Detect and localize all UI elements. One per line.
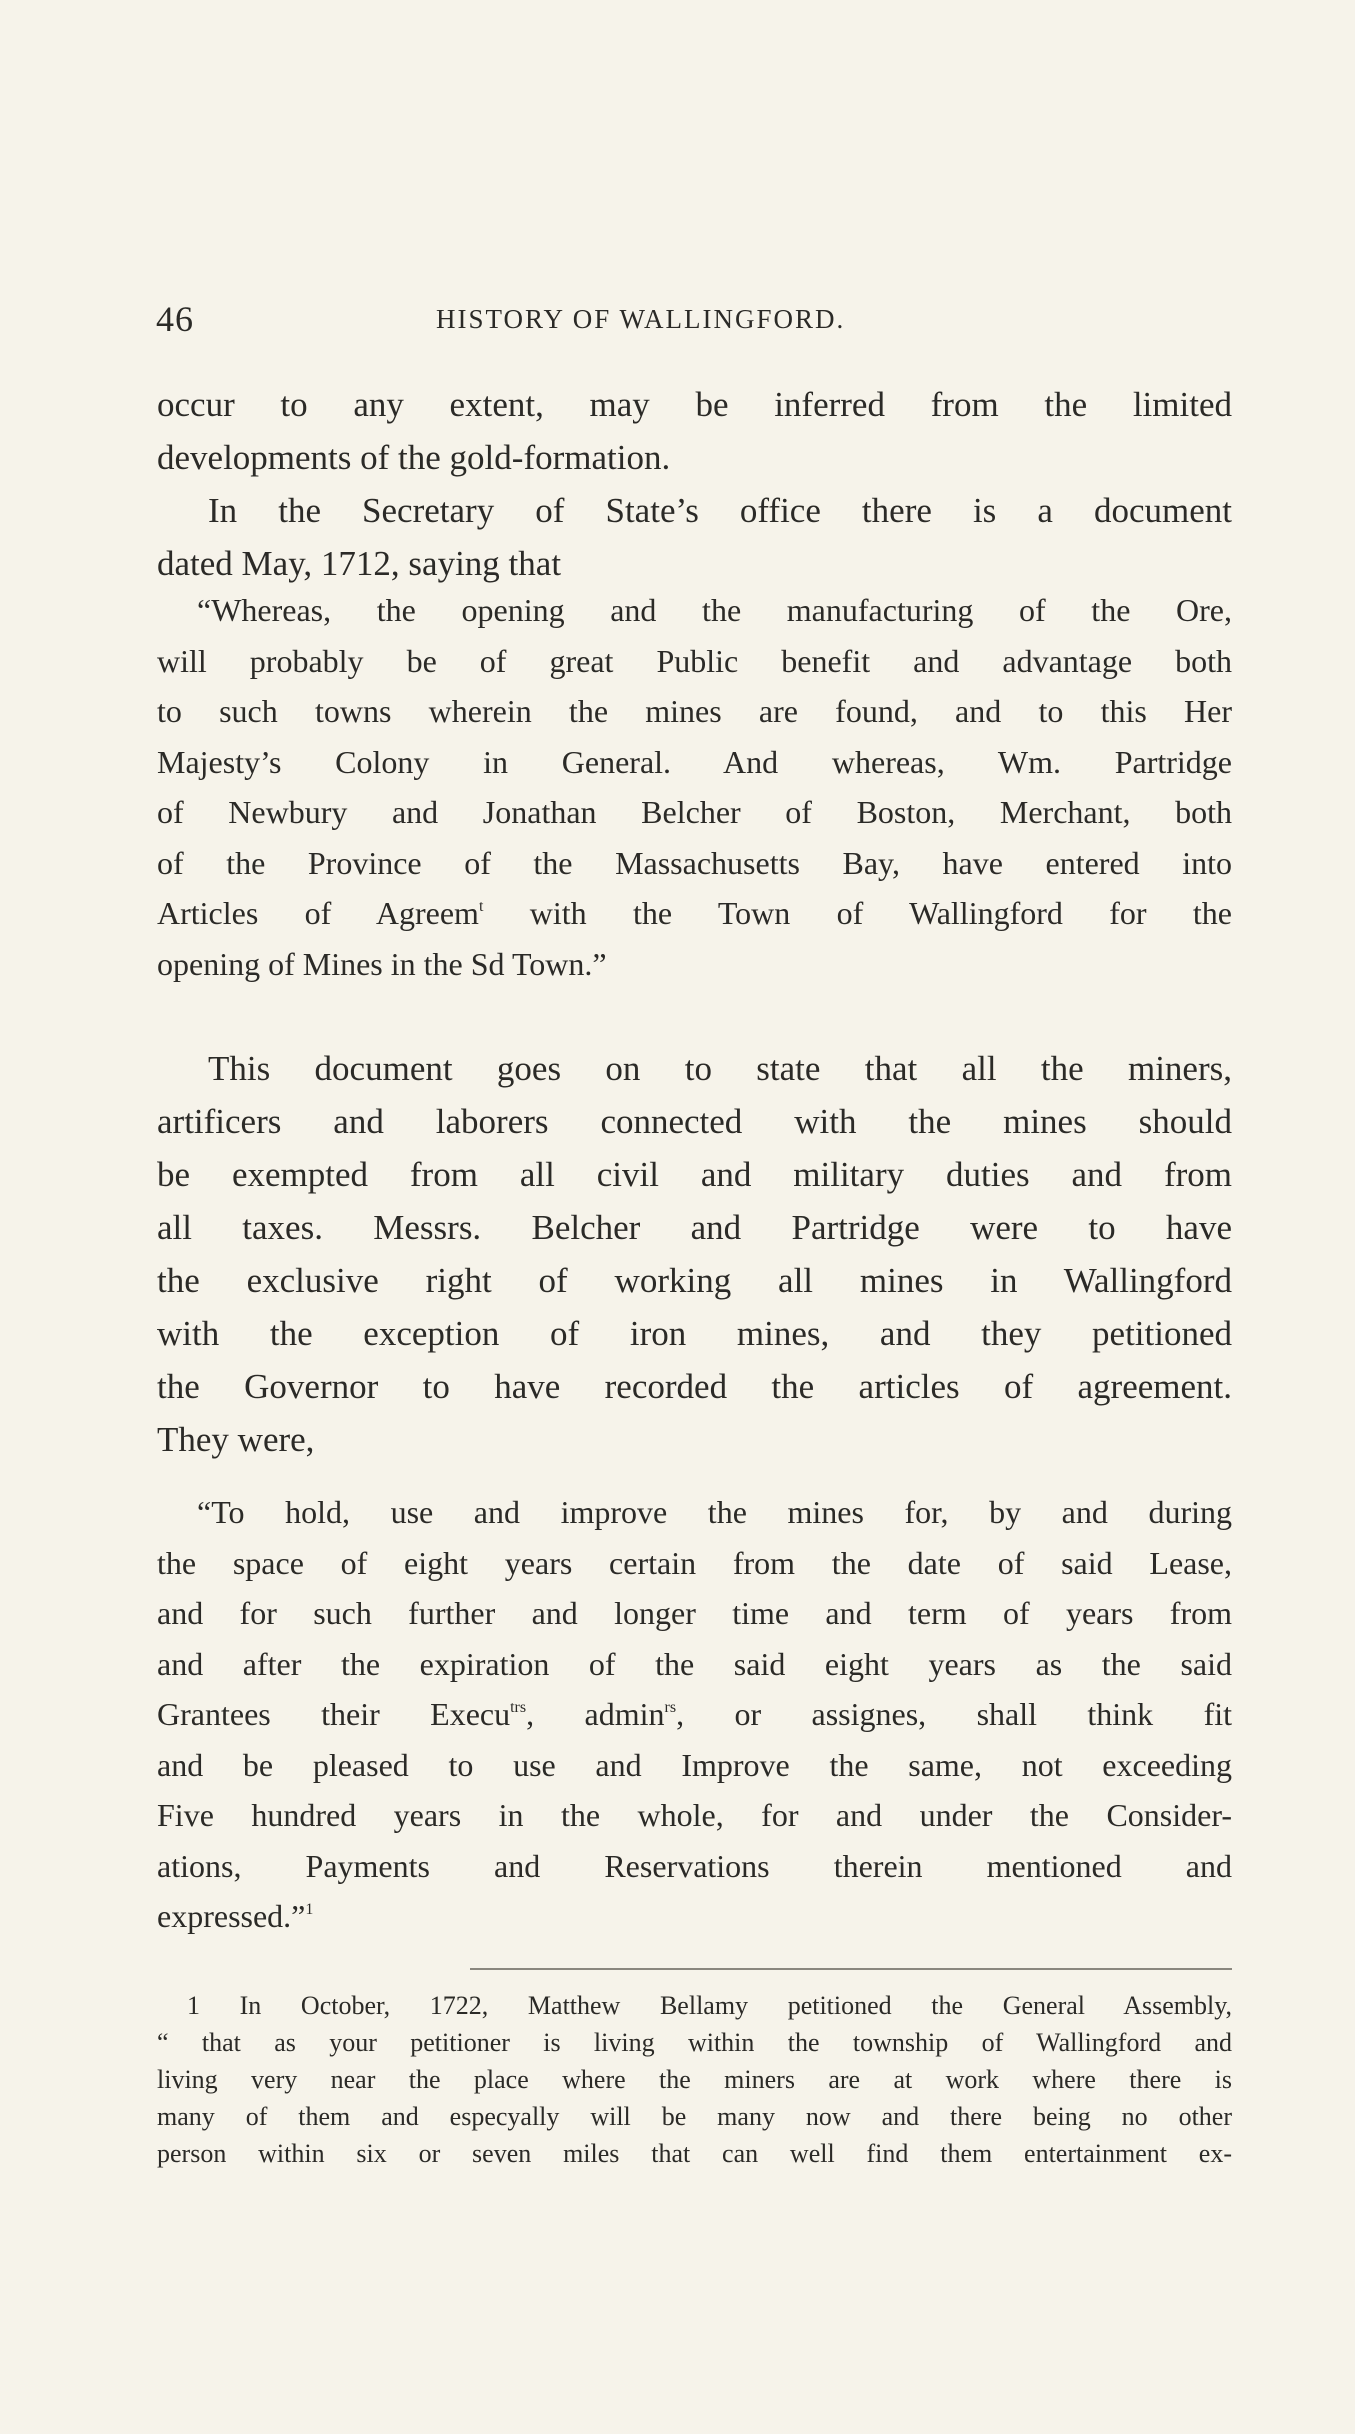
text-line: and for such further and longer time and term of years from (157, 1595, 1232, 1631)
footnote-reference: 1 (305, 1901, 314, 1919)
text-line: living very near the place where the miners are at work where there is (157, 2065, 1232, 2094)
text-line: person within six or seven miles that can well find them entertainment ex- (157, 2139, 1232, 2168)
text-line: of Newbury and Jonathan Belcher of Boston, Merchant, both (157, 794, 1232, 830)
superscript-t: t (478, 898, 484, 916)
superscript-trs: trs (510, 1699, 527, 1717)
text-line: occur to any extent, may be inferred from the limited (157, 385, 1232, 424)
text-line: “Whereas, the opening and the manufacturing of the Ore, (197, 592, 1232, 628)
text-line: dated May, 1712, saying that (157, 544, 562, 583)
quotation-1 (157, 585, 1232, 989)
text-line: Five hundred years in the whole, for and under the Consider- (157, 1797, 1232, 1833)
text-line (157, 1689, 1232, 1740)
text-line: Majesty’s Colony in General. And whereas, Wm. Partridge (157, 743, 1232, 780)
text-line: artificers and laborers connected with the mines should (157, 1102, 1232, 1141)
text-line: the space of eight years certain from the date of said Lease, (157, 1544, 1232, 1581)
text-line: and be pleased to use and Improve the same, not exceeding (157, 1746, 1232, 1783)
text-line: and after the expiration of the said eight years as the said (157, 1645, 1232, 1682)
footnote-first-line: In October, 1722, Matthew Bellamy petitioned the General Assembly, (239, 1991, 1233, 2020)
text-line: “To hold, use and improve the mines for, by and during (197, 1494, 1232, 1530)
footnote-number: 1 (187, 1991, 200, 2020)
paragraph-2 (157, 484, 1232, 590)
text-line: will probably be of great Public benefit and advantage both (157, 642, 1232, 679)
text-line: to such towns wherein the mines are found, and to this Her (157, 693, 1232, 729)
text-line (157, 1891, 1232, 1942)
paragraph-3 (157, 1042, 1232, 1466)
footnote (157, 1987, 1232, 2172)
paragraph-1 (157, 378, 1232, 484)
page-number: 46 (156, 299, 194, 339)
text-line: developments of the gold-formation. (157, 438, 671, 477)
text-line (157, 1987, 1232, 2024)
grantees-prefix: Grantees their Execu (157, 1696, 511, 1732)
text-line: opening of Mines in the Sd Town.” (157, 945, 607, 982)
articles-prefix: Articles of Agreem (157, 895, 479, 931)
footnote-divider (470, 1968, 1232, 1970)
running-head: HISTORY OF WALLINGFORD. (436, 304, 846, 334)
articles-rest: with the Town of Wallingford for the (529, 895, 1233, 931)
text-line: In the Secretary of State’s office there is a document (208, 491, 1232, 530)
text-line: the Governor to have recorded the articles of agreement. (157, 1367, 1232, 1406)
grantees-middle: , admin (526, 1696, 665, 1732)
grantees-suffix: , or assignes, shall think fit (676, 1696, 1233, 1732)
text-line: be exempted from all civil and military duties and from (157, 1155, 1232, 1194)
text-line: They were, (157, 1420, 315, 1459)
expressed-text: expressed.” (157, 1898, 306, 1934)
text-line: “ that as your petitioner is living within the township of Wallingford and (157, 2028, 1232, 2057)
quotation-2 (157, 1487, 1232, 1942)
text-line: with the exception of iron mines, and they petitioned (157, 1314, 1232, 1353)
page-header (156, 298, 1232, 342)
text-line: of the Province of the Massachusetts Bay, have entered into (157, 844, 1232, 881)
text-line (157, 888, 1232, 939)
text-line: many of them and especyally will be many now and there being no other (157, 2102, 1232, 2131)
text-line: This document goes on to state that all the miners, (208, 1049, 1232, 1088)
text-line: ations, Payments and Reservations therein mentioned and (157, 1847, 1232, 1884)
superscript-rs: rs (664, 1699, 677, 1717)
text-line: the exclusive right of working all mines in Wallingford (157, 1261, 1232, 1300)
text-line: all taxes. Messrs. Belcher and Partridge were to have (157, 1208, 1232, 1247)
